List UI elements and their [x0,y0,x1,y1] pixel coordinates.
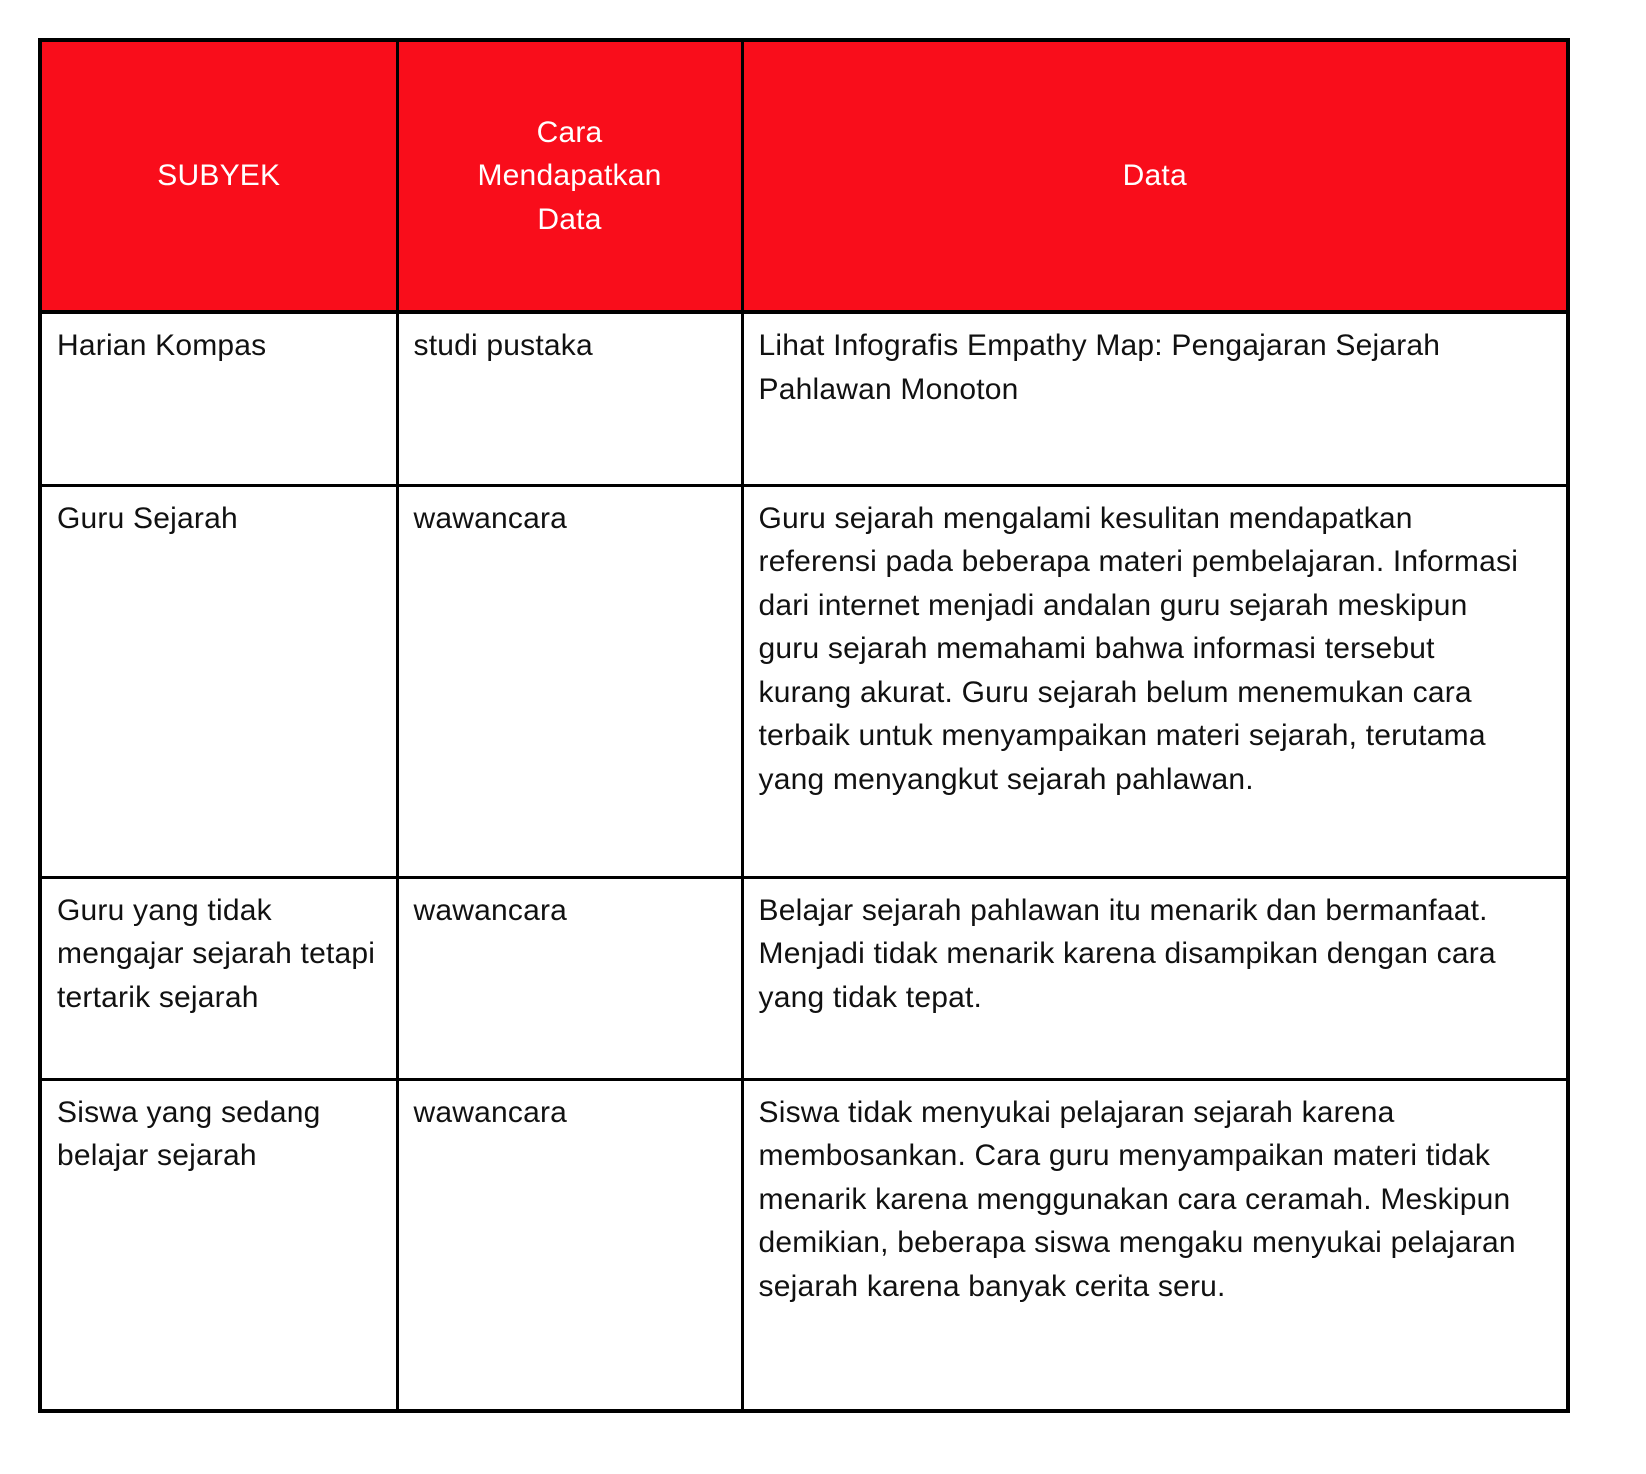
column-header-data [742,40,1568,312]
table-row [40,485,1568,877]
cell-data-text: Siswa tidak menyukai pelajaran sejarah karena membosankan. Cara guru menyampaikan materi tidak menarik karena menggunakan cara ceramah. Meskipun demikian, beberapa siswa mengaku menyukai pelajaran sejarah karena banyak cerita seru. [758,1095,1516,1303]
table-row [40,877,1568,1079]
cell-subyek [40,1079,397,1411]
cell-data-text: Guru sejarah mengalami kesulitan mendapatkan referensi pada beberapa materi pembelajaran. Informasi dari internet menjadi andalan guru sejarah meskipun guru sejarah memahami bahwa informasi tersebut kurang akurat. Guru sejarah belum menemukan cara terbaik untuk menyampaikan materi sejarah, terutama yang menyangkut sejarah pahlawan. [758,501,1519,796]
cell-data-text: Lihat Infografis Empathy Map: Pengajaran Sejarah Pahlawan Monoton [758,329,1441,406]
cell-data [742,1079,1568,1411]
cell-cara-text: wawancara [413,1095,568,1129]
cell-subyek-text: Guru Sejarah [57,501,238,535]
cell-cara [397,1079,742,1411]
cell-subyek [40,877,397,1079]
column-header-cara-label: Cara Mendapatkan Data [477,115,662,236]
cell-subyek-text: Siswa yang sedang belajar sejarah [57,1095,321,1172]
table-row [40,312,1568,485]
cell-subyek [40,312,397,485]
cell-cara-text: studi pustaka [413,329,593,362]
table-row [40,1079,1568,1411]
cell-subyek-text: Harian Kompas [57,329,267,362]
cell-data [742,877,1568,1079]
column-header-cara-mendapatkan-data [397,40,742,312]
cell-data-text: Belajar sejarah pahlawan itu menarik dan bermanfaat. Menjadi tidak menarik karena disampikan dengan cara yang tidak tepat. [758,893,1496,1014]
cell-data [742,485,1568,877]
cell-subyek-text: Guru yang tidak mengajar sejarah tetapi tertarik sejarah [57,893,376,1014]
cell-cara [397,877,742,1079]
cell-data [742,312,1568,485]
column-header-subyek [40,40,397,312]
cell-cara [397,312,742,485]
cell-subyek [40,485,397,877]
cell-cara-text: wawancara [413,501,568,535]
cell-cara [397,485,742,877]
column-header-subyek-label: SUBYEK [157,159,281,193]
table-header-row [40,40,1568,312]
column-header-data-label: Data [1122,159,1187,193]
data-table [38,38,1570,1413]
cell-cara-text: wawancara [413,893,568,927]
